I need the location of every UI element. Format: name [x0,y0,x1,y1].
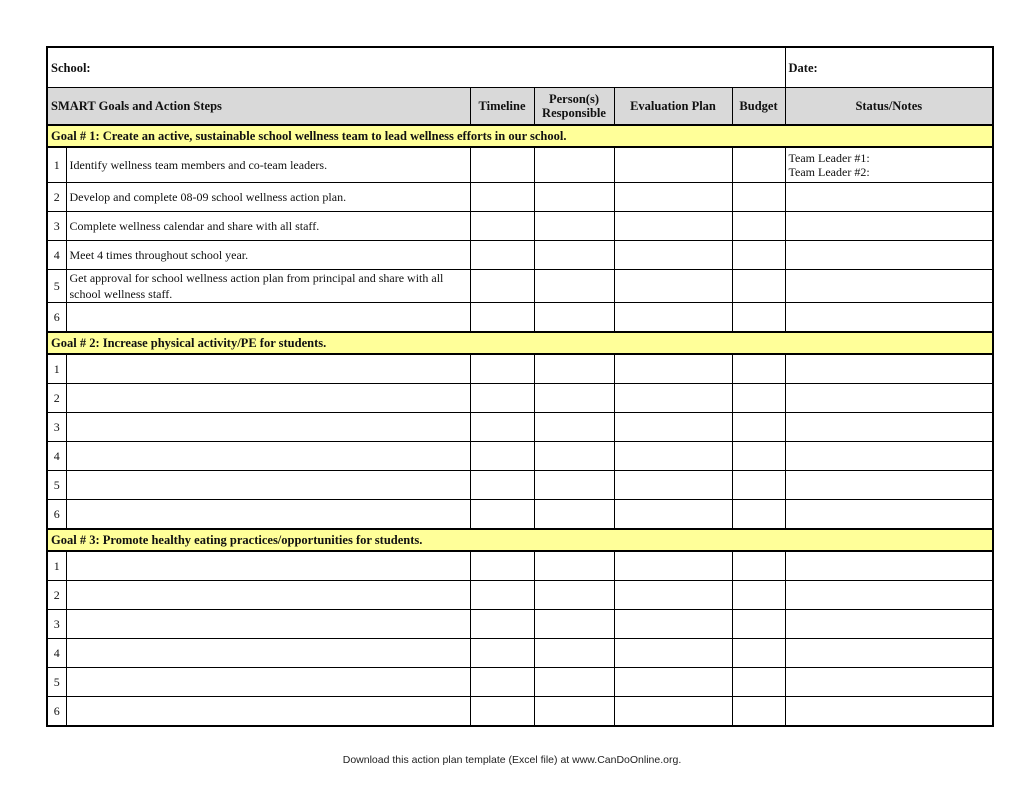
step-description[interactable] [66,581,470,610]
timeline-cell[interactable] [470,183,534,212]
date-field[interactable] [785,47,993,88]
step-number: 5 [47,270,66,303]
evaluation-cell[interactable] [614,183,732,212]
timeline-cell[interactable] [470,413,534,442]
persons-cell[interactable] [534,639,614,668]
status-cell[interactable] [785,354,993,384]
header-persons-line2: Responsible [542,106,606,120]
evaluation-cell[interactable] [614,303,732,333]
table-row [47,639,993,668]
persons-cell[interactable] [534,442,614,471]
status-cell[interactable] [785,147,993,183]
timeline-cell[interactable] [470,147,534,183]
evaluation-cell[interactable] [614,442,732,471]
budget-cell[interactable] [732,442,785,471]
step-description[interactable] [66,697,470,727]
table-row [47,668,993,697]
budget-cell[interactable] [732,471,785,500]
step-number: 2 [47,581,66,610]
persons-cell[interactable] [534,471,614,500]
goal-2-title: Goal # 2: Increase physical activity/PE for students. [47,332,993,354]
step-description[interactable] [66,303,470,333]
status-cell[interactable] [785,384,993,413]
step-number: 5 [47,471,66,500]
status-cell[interactable] [785,471,993,500]
school-field[interactable] [47,47,785,88]
timeline-cell[interactable] [470,471,534,500]
persons-cell[interactable] [534,183,614,212]
step-number: 6 [47,697,66,727]
budget-cell[interactable] [732,610,785,639]
step-description-text: Get approval for school wellness action plan from principal and share with all school wellness staff. [69,271,444,301]
team-leader-2-label: Team Leader #2: [788,165,870,179]
step-description[interactable] [66,442,470,471]
step-number: 1 [47,354,66,384]
timeline-cell[interactable] [470,354,534,384]
step-description[interactable] [66,270,470,303]
step-number: 1 [47,551,66,581]
evaluation-cell[interactable] [614,581,732,610]
status-cell[interactable] [785,303,993,333]
step-number: 3 [47,413,66,442]
table-row [47,147,993,183]
table-row [47,551,993,581]
table-row [47,471,993,500]
evaluation-cell[interactable] [614,147,732,183]
step-number: 2 [47,384,66,413]
status-cell[interactable] [785,697,993,727]
column-header-row [47,88,993,126]
step-number: 4 [47,639,66,668]
step-number: 3 [47,212,66,241]
status-cell[interactable] [785,270,993,303]
table-row [47,610,993,639]
step-description[interactable] [66,610,470,639]
persons-cell[interactable] [534,668,614,697]
evaluation-cell[interactable] [614,551,732,581]
persons-cell[interactable] [534,610,614,639]
status-cell[interactable] [785,551,993,581]
status-cell[interactable] [785,413,993,442]
step-description[interactable]: Meet 4 times throughout school year. [66,241,470,270]
status-cell[interactable] [785,212,993,241]
timeline-cell[interactable] [470,212,534,241]
budget-cell[interactable] [732,183,785,212]
timeline-cell[interactable] [470,500,534,530]
header-evaluation: Evaluation Plan [614,88,732,126]
step-number: 4 [47,241,66,270]
timeline-cell[interactable] [470,581,534,610]
goal-2-header [47,332,993,354]
budget-cell[interactable] [732,147,785,183]
persons-cell[interactable] [534,697,614,727]
status-cell[interactable] [785,241,993,270]
table-row [47,697,993,727]
table-row [47,241,993,270]
step-description[interactable]: Complete wellness calendar and share with all staff. [66,212,470,241]
table-row [47,270,993,303]
step-number: 6 [47,500,66,530]
status-cell[interactable] [785,610,993,639]
budget-cell[interactable] [732,354,785,384]
table-row [47,413,993,442]
persons-cell[interactable] [534,147,614,183]
evaluation-cell[interactable] [614,500,732,530]
school-date-row [47,47,993,88]
step-description[interactable] [66,668,470,697]
evaluation-cell[interactable] [614,413,732,442]
budget-cell[interactable] [732,668,785,697]
step-description[interactable] [66,551,470,581]
persons-cell[interactable] [534,354,614,384]
persons-cell[interactable] [534,413,614,442]
header-timeline: Timeline [470,88,534,126]
status-cell[interactable] [785,581,993,610]
evaluation-cell[interactable] [614,354,732,384]
table-row [47,500,993,530]
persons-cell[interactable] [534,551,614,581]
persons-cell[interactable] [534,270,614,303]
persons-cell[interactable] [534,500,614,530]
budget-cell[interactable] [732,697,785,727]
persons-cell[interactable] [534,581,614,610]
table-row [47,212,993,241]
header-goals: SMART Goals and Action Steps [47,88,470,126]
status-cell[interactable] [785,183,993,212]
timeline-cell[interactable] [470,384,534,413]
header-persons [534,88,614,126]
timeline-cell[interactable] [470,610,534,639]
step-description[interactable]: Identify wellness team members and co-team leaders. [66,147,470,183]
budget-cell[interactable] [732,384,785,413]
download-footer-note: Download this action plan template (Excel file) at www.CanDoOnline.org. [342,754,682,766]
status-cell[interactable] [785,668,993,697]
table-row [47,384,993,413]
table-row [47,183,993,212]
timeline-cell[interactable] [470,551,534,581]
evaluation-cell[interactable] [614,270,732,303]
header-budget: Budget [732,88,785,126]
table-row [47,303,993,333]
status-cell[interactable] [785,639,993,668]
budget-cell[interactable] [732,639,785,668]
step-description[interactable] [66,639,470,668]
budget-cell[interactable] [732,551,785,581]
status-cell[interactable] [785,442,993,471]
budget-cell[interactable] [732,581,785,610]
budget-cell[interactable] [732,241,785,270]
status-cell[interactable] [785,500,993,530]
evaluation-cell[interactable] [614,471,732,500]
goal-1-title: Goal # 1: Create an active, sustainable school wellness team to lead wellness efforts in our school. [47,125,993,147]
school-label: School: [51,60,91,75]
step-description[interactable]: Develop and complete 08-09 school wellness action plan. [66,183,470,212]
header-persons-line1: Person(s) [549,92,599,106]
step-description[interactable] [66,500,470,530]
budget-cell[interactable] [732,270,785,303]
header-status: Status/Notes [785,88,993,126]
evaluation-cell[interactable] [614,639,732,668]
timeline-cell[interactable] [470,303,534,333]
timeline-cell[interactable] [470,270,534,303]
timeline-cell[interactable] [470,241,534,270]
persons-cell[interactable] [534,384,614,413]
goal-3-header [47,529,993,551]
step-number: 3 [47,610,66,639]
evaluation-cell[interactable] [614,668,732,697]
date-label: Date: [788,60,818,75]
evaluation-cell[interactable] [614,212,732,241]
step-description[interactable] [66,413,470,442]
budget-cell[interactable] [732,303,785,333]
budget-cell[interactable] [732,212,785,241]
budget-cell[interactable] [732,413,785,442]
step-number: 4 [47,442,66,471]
action-plan-table [46,46,994,727]
step-description[interactable] [66,384,470,413]
table-row [47,354,993,384]
step-number: 1 [47,147,66,183]
timeline-cell[interactable] [470,639,534,668]
evaluation-cell[interactable] [614,610,732,639]
goal-3-title: Goal # 3: Promote healthy eating practices/opportunities for students. [47,529,993,551]
step-number: 5 [47,668,66,697]
table-row [47,442,993,471]
timeline-cell[interactable] [470,697,534,727]
persons-cell[interactable] [534,303,614,333]
timeline-cell[interactable] [470,442,534,471]
persons-cell[interactable] [534,212,614,241]
team-leader-1-label: Team Leader #1: [788,151,870,165]
step-description[interactable] [66,471,470,500]
goal-1-header [47,125,993,147]
step-description[interactable] [66,354,470,384]
step-number: 2 [47,183,66,212]
persons-cell[interactable] [534,241,614,270]
evaluation-cell[interactable] [614,697,732,727]
budget-cell[interactable] [732,500,785,530]
step-number: 6 [47,303,66,333]
timeline-cell[interactable] [470,668,534,697]
table-row [47,581,993,610]
evaluation-cell[interactable] [614,384,732,413]
evaluation-cell[interactable] [614,241,732,270]
